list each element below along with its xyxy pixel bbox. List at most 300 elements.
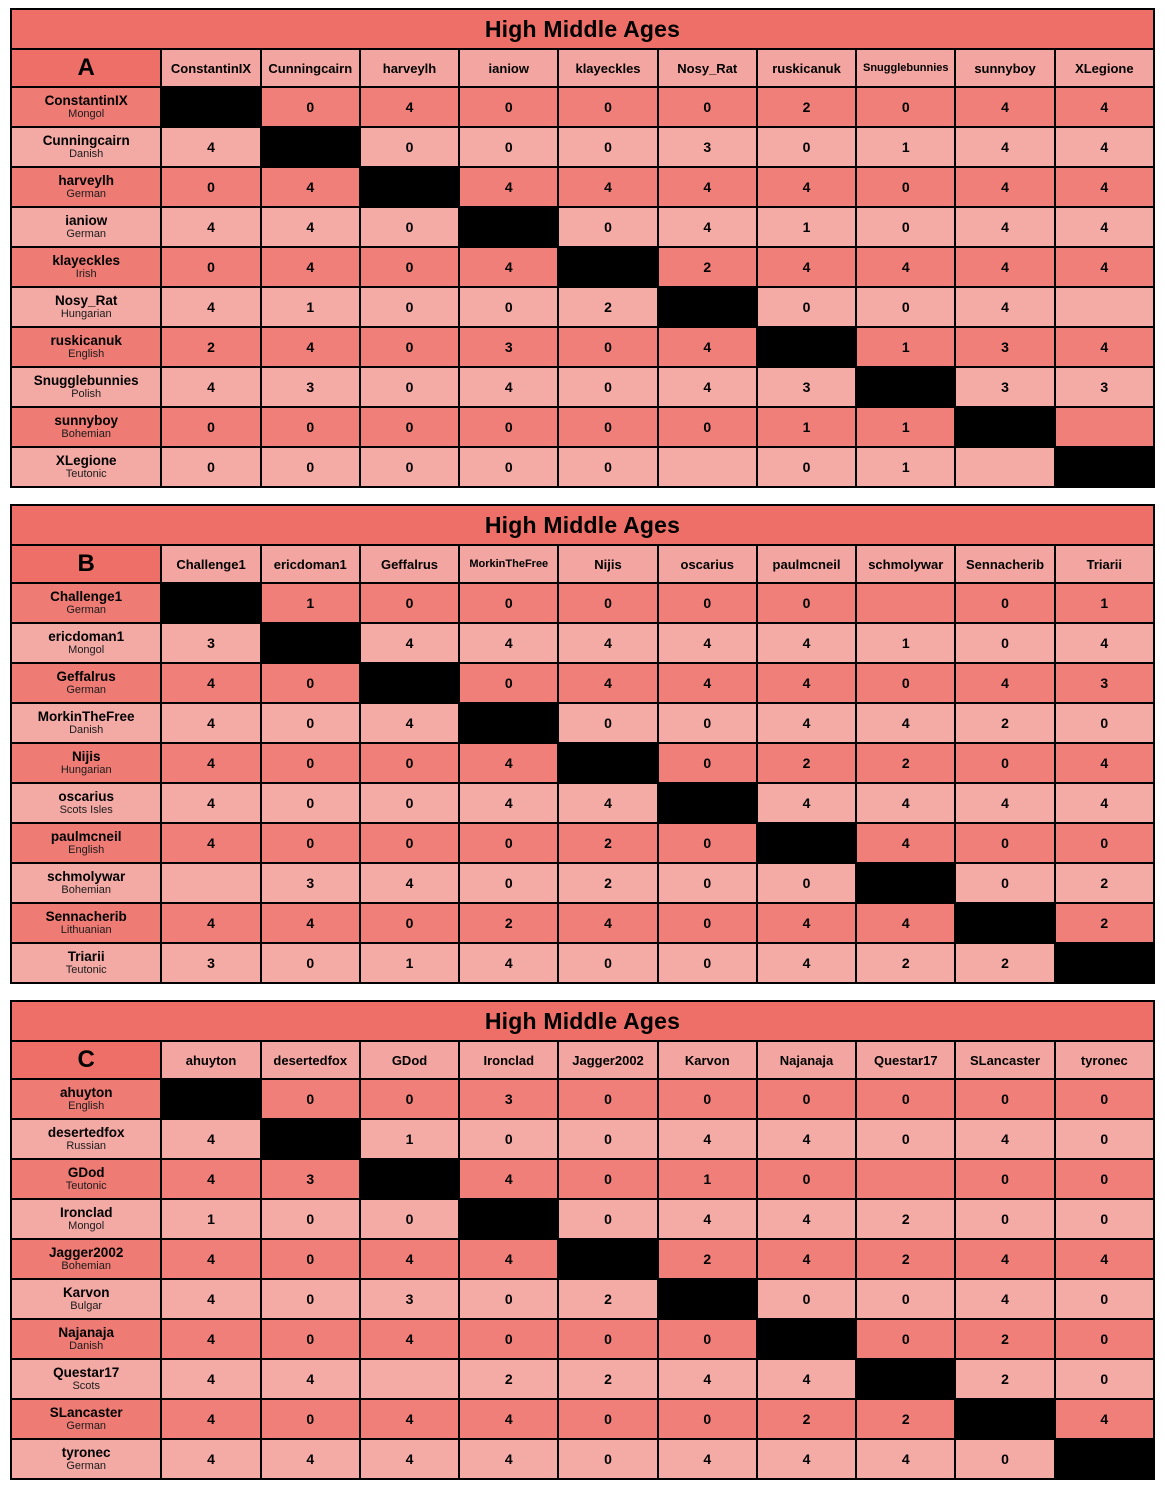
result-cell[interactable]: 4 (360, 1239, 459, 1279)
result-cell[interactable]: 4 (261, 1439, 360, 1479)
result-cell[interactable]: 0 (360, 327, 459, 367)
result-cell[interactable]: 0 (757, 447, 856, 487)
result-cell[interactable]: 4 (459, 1439, 558, 1479)
result-cell[interactable]: 2 (757, 1399, 856, 1439)
result-cell[interactable]: 4 (955, 87, 1054, 127)
result-cell[interactable]: 0 (658, 903, 757, 943)
result-cell[interactable]: 0 (856, 87, 955, 127)
result-cell[interactable]: 0 (856, 207, 955, 247)
result-cell[interactable]: 3 (658, 127, 757, 167)
result-cell[interactable]: 0 (360, 367, 459, 407)
result-cell[interactable]: 0 (360, 743, 459, 783)
result-cell[interactable] (856, 1159, 955, 1199)
result-cell[interactable]: 0 (658, 703, 757, 743)
result-cell[interactable]: 0 (161, 167, 260, 207)
result-cell[interactable]: 0 (955, 583, 1054, 623)
result-cell[interactable]: 4 (459, 783, 558, 823)
result-cell[interactable] (955, 447, 1054, 487)
result-cell[interactable]: 0 (161, 247, 260, 287)
result-cell[interactable]: 0 (558, 207, 657, 247)
result-cell[interactable]: 2 (955, 1319, 1054, 1359)
result-cell[interactable]: 2 (459, 903, 558, 943)
result-cell[interactable]: 0 (360, 583, 459, 623)
result-cell[interactable]: 3 (261, 863, 360, 903)
result-cell[interactable] (856, 583, 955, 623)
result-cell[interactable]: 0 (161, 447, 260, 487)
result-cell[interactable]: 4 (161, 663, 260, 703)
column-header-klayeckles[interactable]: klayeckles (558, 49, 657, 87)
row-header-najanaja[interactable] (11, 1319, 161, 1359)
result-cell[interactable]: 0 (459, 1119, 558, 1159)
result-cell[interactable]: 0 (856, 1119, 955, 1159)
result-cell[interactable]: 2 (856, 1239, 955, 1279)
row-header-tyronec[interactable] (11, 1439, 161, 1479)
row-header-nijis[interactable] (11, 743, 161, 783)
result-cell[interactable]: 0 (558, 1319, 657, 1359)
column-header-jagger2002[interactable]: Jagger2002 (558, 1041, 657, 1079)
row-header-jagger2002[interactable] (11, 1239, 161, 1279)
result-cell[interactable]: 0 (658, 943, 757, 983)
result-cell[interactable]: 4 (360, 1399, 459, 1439)
row-header-cunningcairn[interactable] (11, 127, 161, 167)
result-cell[interactable]: 4 (459, 623, 558, 663)
result-cell[interactable]: 0 (459, 663, 558, 703)
result-cell[interactable]: 4 (757, 1239, 856, 1279)
result-cell[interactable]: 0 (955, 823, 1054, 863)
result-cell[interactable]: 4 (658, 1119, 757, 1159)
result-cell[interactable]: 0 (360, 407, 459, 447)
result-cell[interactable]: 4 (757, 783, 856, 823)
row-header-paulmcneil[interactable] (11, 823, 161, 863)
result-cell[interactable]: 0 (558, 1399, 657, 1439)
result-cell[interactable]: 4 (757, 623, 856, 663)
result-cell[interactable]: 4 (955, 207, 1054, 247)
result-cell[interactable]: 1 (757, 407, 856, 447)
result-cell[interactable]: 0 (658, 1399, 757, 1439)
column-header-desertedfox[interactable]: desertedfox (261, 1041, 360, 1079)
result-cell[interactable]: 0 (459, 87, 558, 127)
result-cell[interactable]: 2 (558, 287, 657, 327)
result-cell[interactable]: 4 (161, 903, 260, 943)
column-header-sennacherib[interactable]: Sennacherib (955, 545, 1054, 583)
result-cell[interactable]: 4 (1055, 1399, 1154, 1439)
result-cell[interactable]: 0 (360, 823, 459, 863)
result-cell[interactable]: 1 (658, 1159, 757, 1199)
result-cell[interactable] (360, 1359, 459, 1399)
result-cell[interactable]: 4 (261, 207, 360, 247)
result-cell[interactable]: 4 (955, 287, 1054, 327)
result-cell[interactable]: 2 (1055, 903, 1154, 943)
result-cell[interactable]: 3 (360, 1279, 459, 1319)
row-header-ironclad[interactable] (11, 1199, 161, 1239)
column-header-nosy_rat[interactable]: Nosy_Rat (658, 49, 757, 87)
result-cell[interactable]: 0 (658, 743, 757, 783)
result-cell[interactable]: 0 (558, 1159, 657, 1199)
result-cell[interactable]: 4 (856, 903, 955, 943)
result-cell[interactable]: 3 (757, 367, 856, 407)
result-cell[interactable]: 4 (261, 327, 360, 367)
result-cell[interactable]: 4 (161, 1119, 260, 1159)
result-cell[interactable]: 0 (459, 823, 558, 863)
result-cell[interactable]: 4 (459, 1239, 558, 1279)
result-cell[interactable]: 4 (161, 1319, 260, 1359)
result-cell[interactable]: 0 (459, 287, 558, 327)
result-cell[interactable]: 3 (161, 623, 260, 663)
column-header-cunningcairn[interactable]: Cunningcairn (261, 49, 360, 87)
row-header-klayeckles[interactable] (11, 247, 161, 287)
result-cell[interactable]: 4 (757, 903, 856, 943)
result-cell[interactable]: 0 (856, 1319, 955, 1359)
result-cell[interactable]: 0 (360, 1199, 459, 1239)
result-cell[interactable]: 2 (856, 1399, 955, 1439)
result-cell[interactable]: 3 (1055, 367, 1154, 407)
result-cell[interactable]: 4 (261, 903, 360, 943)
result-cell[interactable]: 0 (955, 1159, 1054, 1199)
row-header-constantinix[interactable] (11, 87, 161, 127)
result-cell[interactable]: 2 (856, 743, 955, 783)
row-header-challenge1[interactable] (11, 583, 161, 623)
column-header-sunnyboy[interactable]: sunnyboy (955, 49, 1054, 87)
result-cell[interactable]: 2 (558, 1359, 657, 1399)
result-cell[interactable]: 2 (1055, 863, 1154, 903)
result-cell[interactable]: 1 (261, 287, 360, 327)
result-cell[interactable]: 4 (757, 943, 856, 983)
result-cell[interactable]: 4 (757, 247, 856, 287)
result-cell[interactable]: 0 (955, 1079, 1054, 1119)
result-cell[interactable]: 0 (360, 903, 459, 943)
result-cell[interactable]: 2 (558, 863, 657, 903)
result-cell[interactable]: 4 (161, 1159, 260, 1199)
result-cell[interactable]: 4 (955, 167, 1054, 207)
result-cell[interactable]: 4 (459, 167, 558, 207)
result-cell[interactable]: 0 (658, 407, 757, 447)
result-cell[interactable]: 0 (261, 783, 360, 823)
result-cell[interactable]: 4 (955, 127, 1054, 167)
result-cell[interactable]: 0 (261, 663, 360, 703)
result-cell[interactable]: 0 (1055, 1199, 1154, 1239)
result-cell[interactable]: 3 (1055, 663, 1154, 703)
result-cell[interactable]: 0 (261, 87, 360, 127)
result-cell[interactable]: 0 (856, 663, 955, 703)
result-cell[interactable]: 4 (360, 623, 459, 663)
result-cell[interactable]: 4 (757, 167, 856, 207)
result-cell[interactable]: 4 (856, 247, 955, 287)
row-header-triarii[interactable] (11, 943, 161, 983)
result-cell[interactable]: 0 (459, 407, 558, 447)
result-cell[interactable]: 4 (459, 943, 558, 983)
row-header-gdod[interactable] (11, 1159, 161, 1199)
result-cell[interactable]: 4 (161, 287, 260, 327)
column-header-ruskicanuk[interactable]: ruskicanuk (757, 49, 856, 87)
result-cell[interactable]: 4 (955, 663, 1054, 703)
result-cell[interactable]: 0 (261, 1239, 360, 1279)
result-cell[interactable] (161, 863, 260, 903)
result-cell[interactable]: 0 (459, 447, 558, 487)
result-cell[interactable]: 2 (757, 743, 856, 783)
result-cell[interactable]: 4 (161, 823, 260, 863)
result-cell[interactable]: 0 (856, 167, 955, 207)
result-cell[interactable]: 2 (856, 1199, 955, 1239)
column-header-nijis[interactable]: Nijis (558, 545, 657, 583)
column-header-ericdoman1[interactable]: ericdoman1 (261, 545, 360, 583)
result-cell[interactable]: 4 (1055, 247, 1154, 287)
row-header-geffalrus[interactable] (11, 663, 161, 703)
row-header-snugglebunnies[interactable] (11, 367, 161, 407)
result-cell[interactable]: 0 (360, 783, 459, 823)
result-cell[interactable]: 0 (558, 1119, 657, 1159)
result-cell[interactable]: 0 (658, 863, 757, 903)
result-cell[interactable]: 4 (261, 1359, 360, 1399)
row-header-ahuyton[interactable] (11, 1079, 161, 1119)
result-cell[interactable]: 3 (459, 1079, 558, 1119)
result-cell[interactable]: 2 (955, 703, 1054, 743)
row-header-harveylh[interactable] (11, 167, 161, 207)
result-cell[interactable]: 0 (558, 583, 657, 623)
row-header-nosy_rat[interactable] (11, 287, 161, 327)
result-cell[interactable]: 0 (459, 583, 558, 623)
column-header-ahuyton[interactable]: ahuyton (161, 1041, 260, 1079)
row-header-xlegione[interactable] (11, 447, 161, 487)
result-cell[interactable]: 0 (757, 863, 856, 903)
result-cell[interactable]: 4 (757, 703, 856, 743)
result-cell[interactable]: 1 (856, 327, 955, 367)
result-cell[interactable]: 4 (161, 743, 260, 783)
result-cell[interactable]: 0 (558, 367, 657, 407)
result-cell[interactable]: 0 (261, 447, 360, 487)
result-cell[interactable]: 4 (1055, 87, 1154, 127)
result-cell[interactable]: 0 (1055, 703, 1154, 743)
result-cell[interactable]: 0 (955, 743, 1054, 783)
result-cell[interactable]: 0 (856, 1279, 955, 1319)
row-header-desertedfox[interactable] (11, 1119, 161, 1159)
result-cell[interactable]: 1 (360, 943, 459, 983)
result-cell[interactable]: 4 (1055, 1239, 1154, 1279)
column-header-challenge1[interactable]: Challenge1 (161, 545, 260, 583)
result-cell[interactable]: 4 (360, 1319, 459, 1359)
result-cell[interactable]: 0 (757, 1159, 856, 1199)
row-header-sunnyboy[interactable] (11, 407, 161, 447)
row-header-morkinthefree[interactable] (11, 703, 161, 743)
result-cell[interactable]: 0 (558, 447, 657, 487)
result-cell[interactable]: 0 (261, 823, 360, 863)
result-cell[interactable]: 0 (1055, 823, 1154, 863)
result-cell[interactable]: 0 (757, 287, 856, 327)
row-header-slancaster[interactable] (11, 1399, 161, 1439)
result-cell[interactable]: 4 (1055, 623, 1154, 663)
column-header-karvon[interactable]: Karvon (658, 1041, 757, 1079)
result-cell[interactable]: 0 (360, 247, 459, 287)
result-cell[interactable]: 0 (558, 943, 657, 983)
result-cell[interactable]: 4 (161, 1279, 260, 1319)
row-header-karvon[interactable] (11, 1279, 161, 1319)
result-cell[interactable]: 1 (856, 447, 955, 487)
result-cell[interactable]: 0 (1055, 1279, 1154, 1319)
column-header-slancaster[interactable]: SLancaster (955, 1041, 1054, 1079)
result-cell[interactable]: 0 (261, 943, 360, 983)
result-cell[interactable]: 0 (360, 287, 459, 327)
result-cell[interactable]: 0 (1055, 1319, 1154, 1359)
result-cell[interactable]: 4 (658, 1439, 757, 1479)
column-header-questar17[interactable]: Questar17 (856, 1041, 955, 1079)
column-header-tyronec[interactable]: tyronec (1055, 1041, 1154, 1079)
result-cell[interactable]: 4 (558, 663, 657, 703)
result-cell[interactable]: 3 (459, 327, 558, 367)
result-cell[interactable]: 4 (360, 863, 459, 903)
result-cell[interactable]: 0 (955, 1439, 1054, 1479)
row-header-questar17[interactable] (11, 1359, 161, 1399)
row-header-ruskicanuk[interactable] (11, 327, 161, 367)
result-cell[interactable]: 0 (558, 327, 657, 367)
column-header-constantinix[interactable]: ConstantinIX (161, 49, 260, 87)
result-cell[interactable]: 0 (261, 743, 360, 783)
result-cell[interactable]: 4 (856, 703, 955, 743)
result-cell[interactable]: 0 (558, 1199, 657, 1239)
column-header-morkinthefree[interactable]: MorkinTheFree (459, 545, 558, 583)
column-header-najanaja[interactable]: Najanaja (757, 1041, 856, 1079)
result-cell[interactable]: 4 (757, 663, 856, 703)
result-cell[interactable]: 4 (955, 1119, 1054, 1159)
result-cell[interactable]: 1 (360, 1119, 459, 1159)
result-cell[interactable]: 4 (558, 623, 657, 663)
result-cell[interactable]: 4 (1055, 743, 1154, 783)
result-cell[interactable]: 0 (757, 1279, 856, 1319)
result-cell[interactable]: 4 (658, 1359, 757, 1399)
result-cell[interactable]: 0 (261, 1399, 360, 1439)
result-cell[interactable]: 4 (955, 1279, 1054, 1319)
result-cell[interactable]: 0 (558, 87, 657, 127)
result-cell[interactable]: 0 (161, 407, 260, 447)
result-cell[interactable]: 0 (1055, 1159, 1154, 1199)
result-cell[interactable]: 3 (955, 367, 1054, 407)
result-cell[interactable]: 4 (459, 1399, 558, 1439)
result-cell[interactable]: 0 (459, 863, 558, 903)
row-header-ericdoman1[interactable] (11, 623, 161, 663)
result-cell[interactable]: 1 (856, 407, 955, 447)
result-cell[interactable]: 0 (658, 823, 757, 863)
result-cell[interactable]: 0 (658, 87, 757, 127)
result-cell[interactable]: 0 (558, 1079, 657, 1119)
result-cell[interactable]: 2 (558, 1279, 657, 1319)
result-cell[interactable]: 4 (360, 703, 459, 743)
result-cell[interactable]: 4 (161, 207, 260, 247)
result-cell[interactable]: 4 (459, 1159, 558, 1199)
result-cell[interactable]: 4 (1055, 783, 1154, 823)
column-header-gdod[interactable]: GDod (360, 1041, 459, 1079)
result-cell[interactable] (658, 447, 757, 487)
result-cell[interactable] (1055, 287, 1154, 327)
result-cell[interactable]: 4 (856, 1439, 955, 1479)
row-header-sennacherib[interactable] (11, 903, 161, 943)
column-header-triarii[interactable]: Triarii (1055, 545, 1154, 583)
column-header-paulmcneil[interactable]: paulmcneil (757, 545, 856, 583)
result-cell[interactable]: 2 (658, 247, 757, 287)
result-cell[interactable]: 0 (261, 1319, 360, 1359)
column-header-ironclad[interactable]: Ironclad (459, 1041, 558, 1079)
result-cell[interactable]: 2 (459, 1359, 558, 1399)
result-cell[interactable]: 4 (955, 783, 1054, 823)
result-cell[interactable]: 4 (161, 1399, 260, 1439)
result-cell[interactable]: 4 (658, 327, 757, 367)
result-cell[interactable]: 3 (955, 327, 1054, 367)
result-cell[interactable]: 4 (161, 1239, 260, 1279)
result-cell[interactable]: 4 (261, 167, 360, 207)
column-header-geffalrus[interactable]: Geffalrus (360, 545, 459, 583)
result-cell[interactable]: 4 (658, 167, 757, 207)
result-cell[interactable]: 4 (360, 87, 459, 127)
result-cell[interactable]: 4 (558, 783, 657, 823)
column-header-ianiow[interactable]: ianiow (459, 49, 558, 87)
result-cell[interactable]: 0 (459, 1319, 558, 1359)
result-cell[interactable]: 4 (459, 247, 558, 287)
result-cell[interactable]: 4 (1055, 127, 1154, 167)
result-cell[interactable]: 4 (658, 207, 757, 247)
result-cell[interactable]: 0 (757, 583, 856, 623)
result-cell[interactable]: 4 (757, 1119, 856, 1159)
result-cell[interactable]: 3 (261, 1159, 360, 1199)
result-cell[interactable]: 4 (757, 1439, 856, 1479)
result-cell[interactable]: 1 (856, 127, 955, 167)
result-cell[interactable]: 0 (558, 703, 657, 743)
result-cell[interactable]: 1 (161, 1199, 260, 1239)
result-cell[interactable]: 1 (1055, 583, 1154, 623)
result-cell[interactable]: 0 (856, 287, 955, 327)
result-cell[interactable]: 4 (459, 743, 558, 783)
result-cell[interactable]: 4 (757, 1359, 856, 1399)
row-header-ianiow[interactable] (11, 207, 161, 247)
result-cell[interactable]: 4 (459, 367, 558, 407)
result-cell[interactable]: 4 (658, 1199, 757, 1239)
result-cell[interactable]: 2 (856, 943, 955, 983)
row-header-schmolywar[interactable] (11, 863, 161, 903)
result-cell[interactable]: 0 (658, 583, 757, 623)
result-cell[interactable]: 0 (261, 703, 360, 743)
result-cell[interactable]: 0 (558, 1439, 657, 1479)
result-cell[interactable]: 2 (558, 823, 657, 863)
result-cell[interactable]: 4 (658, 623, 757, 663)
result-cell[interactable]: 0 (1055, 1359, 1154, 1399)
result-cell[interactable]: 0 (757, 127, 856, 167)
result-cell[interactable]: 1 (757, 207, 856, 247)
column-header-snugglebunnies[interactable]: Snugglebunnies (856, 49, 955, 87)
result-cell[interactable]: 4 (1055, 167, 1154, 207)
result-cell[interactable]: 0 (360, 447, 459, 487)
result-cell[interactable]: 0 (658, 1079, 757, 1119)
result-cell[interactable]: 0 (856, 1079, 955, 1119)
result-cell[interactable]: 0 (261, 407, 360, 447)
result-cell[interactable]: 2 (658, 1239, 757, 1279)
result-cell[interactable]: 4 (161, 783, 260, 823)
result-cell[interactable]: 4 (856, 823, 955, 863)
result-cell[interactable]: 1 (261, 583, 360, 623)
result-cell[interactable]: 2 (955, 1359, 1054, 1399)
result-cell[interactable]: 4 (955, 247, 1054, 287)
result-cell[interactable]: 0 (261, 1199, 360, 1239)
row-header-oscarius[interactable] (11, 783, 161, 823)
result-cell[interactable]: 0 (261, 1279, 360, 1319)
result-cell[interactable]: 0 (558, 127, 657, 167)
result-cell[interactable] (1055, 407, 1154, 447)
result-cell[interactable]: 4 (261, 247, 360, 287)
result-cell[interactable]: 2 (161, 327, 260, 367)
result-cell[interactable]: 0 (1055, 1119, 1154, 1159)
result-cell[interactable]: 0 (955, 863, 1054, 903)
result-cell[interactable]: 0 (955, 623, 1054, 663)
result-cell[interactable]: 4 (161, 367, 260, 407)
result-cell[interactable]: 4 (955, 1239, 1054, 1279)
result-cell[interactable]: 4 (161, 1439, 260, 1479)
result-cell[interactable]: 4 (856, 783, 955, 823)
result-cell[interactable]: 4 (757, 1199, 856, 1239)
